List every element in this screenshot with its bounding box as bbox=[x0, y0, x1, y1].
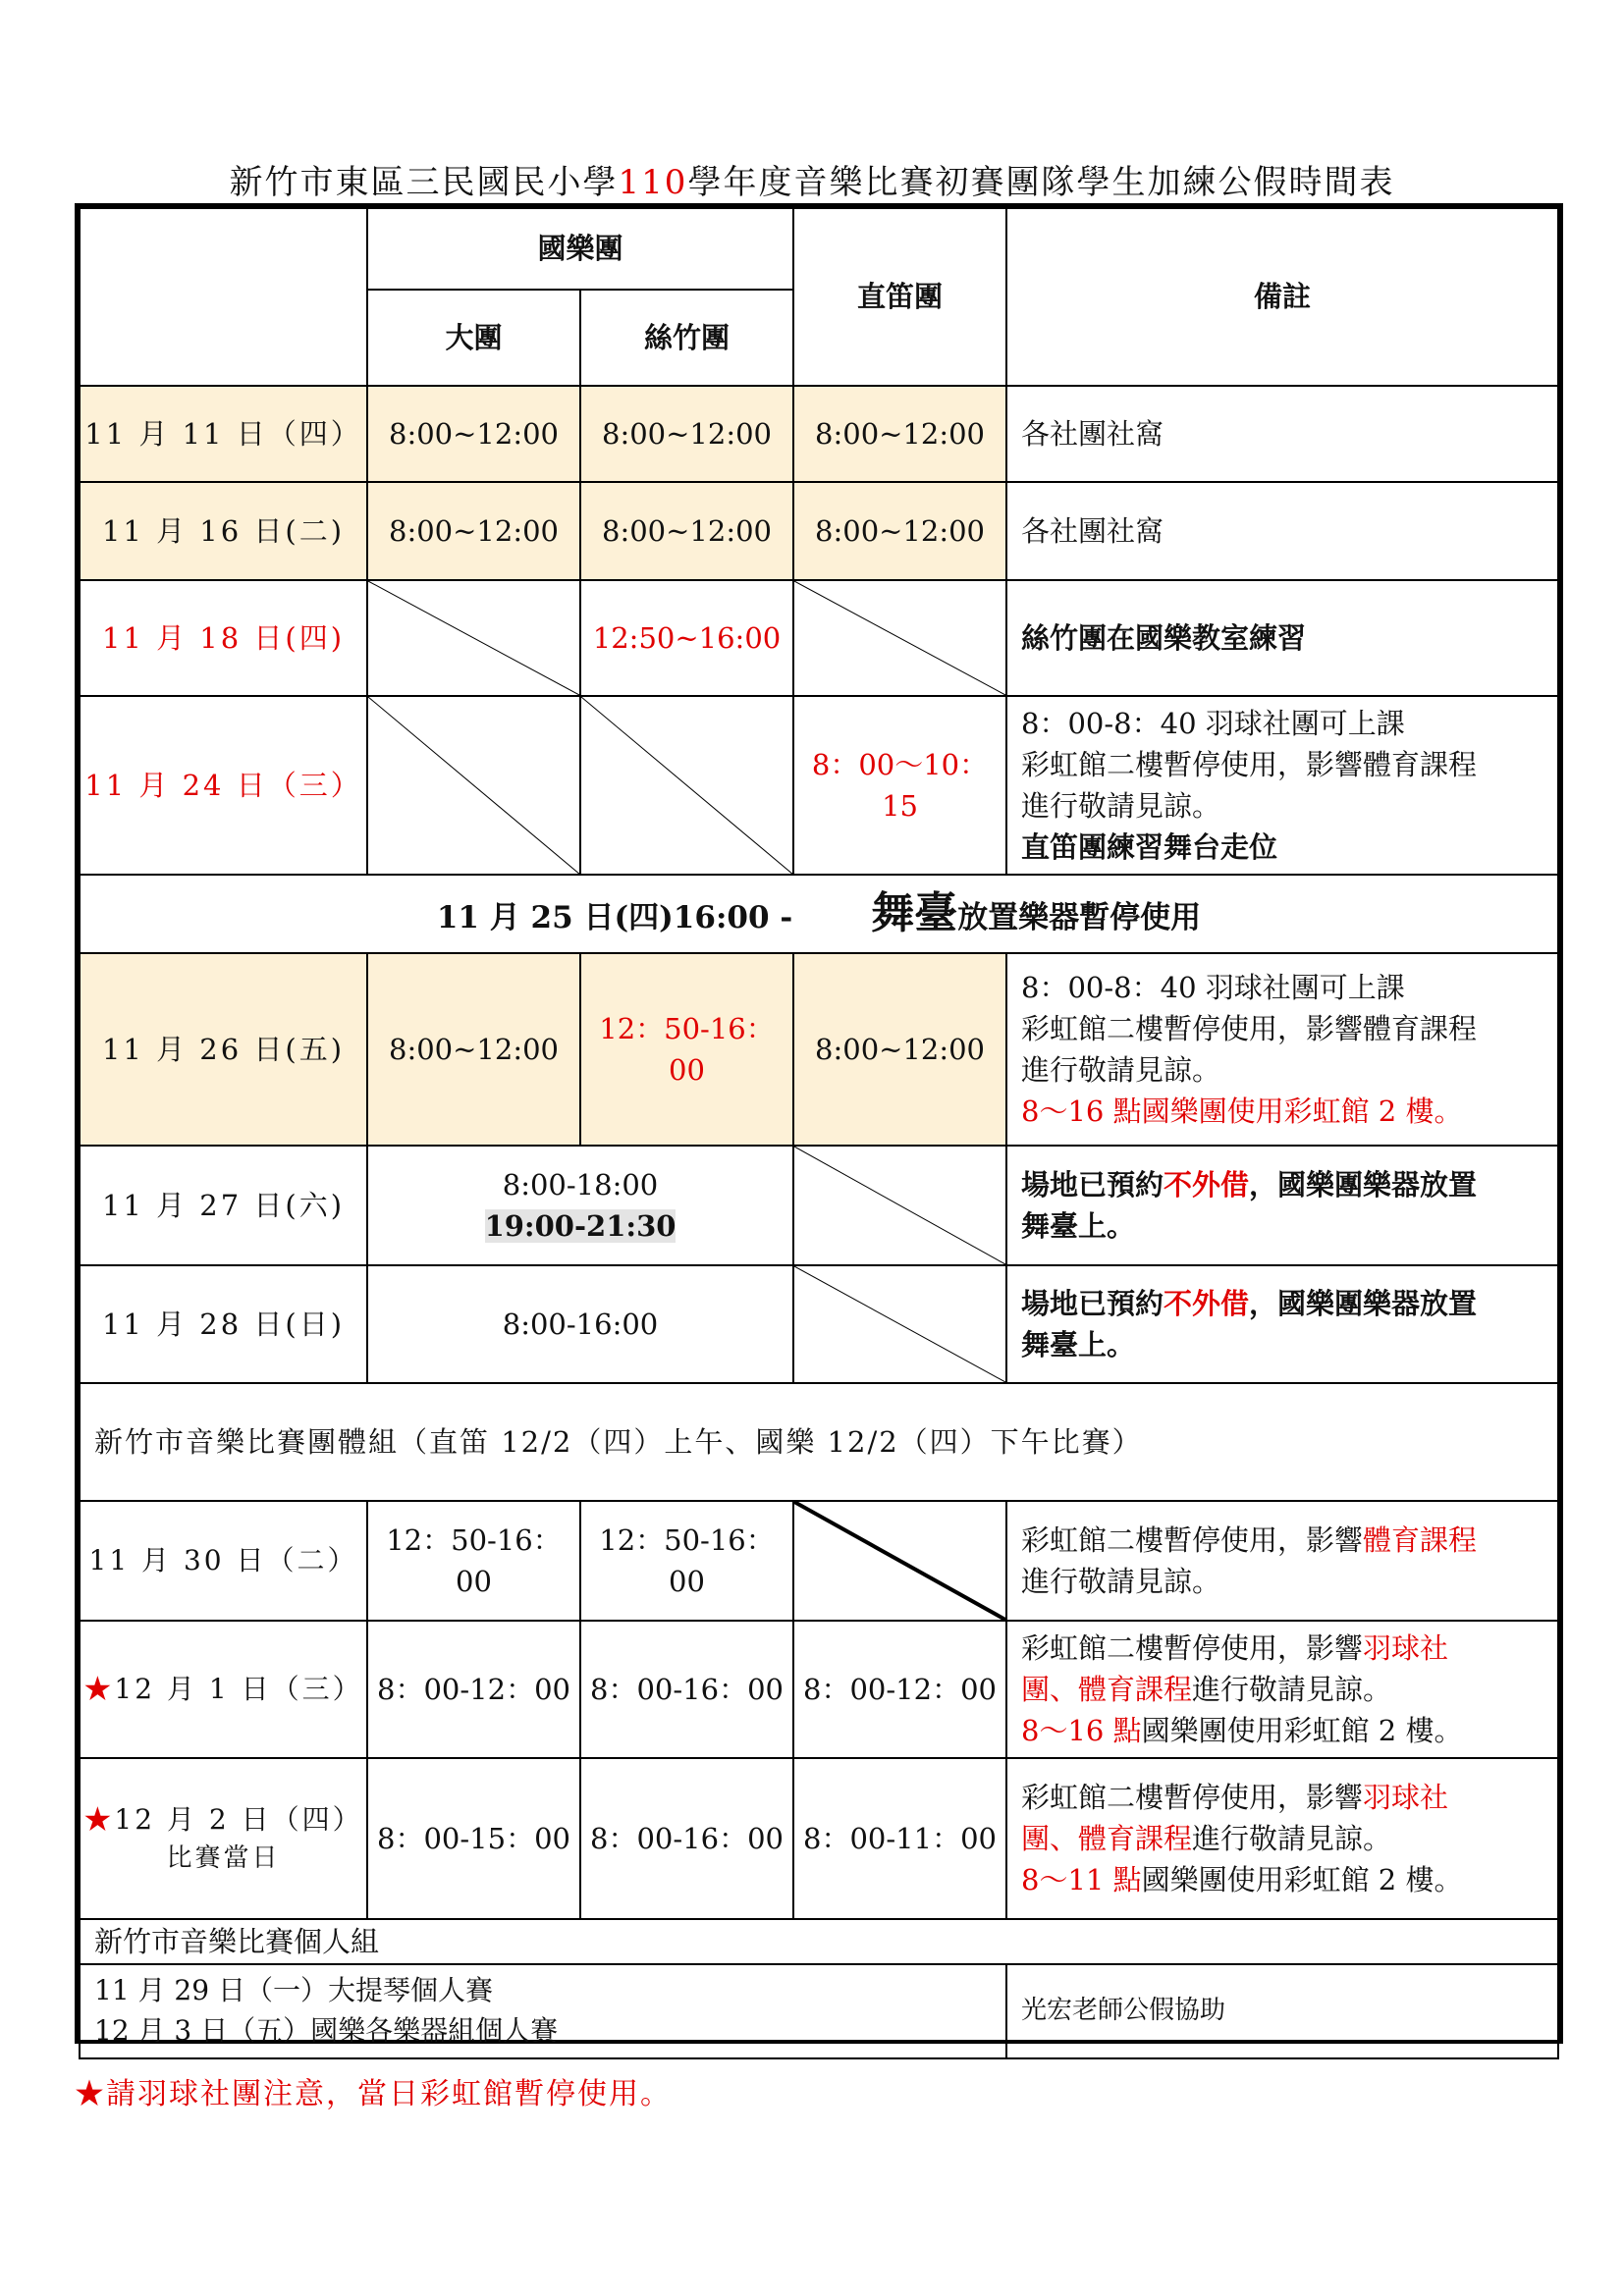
remark-cell bbox=[1006, 1758, 1558, 1919]
event-line: 12 月 3 日（五）國樂各樂器組個人賽 bbox=[94, 2013, 559, 2047]
time-cell: 8:00~12:00 bbox=[793, 953, 1006, 1146]
remark-cell bbox=[1006, 1621, 1558, 1758]
page-title bbox=[0, 155, 1624, 203]
remark-text: 國樂團使用彩虹館 2 樓。 bbox=[1141, 1714, 1463, 1748]
remark-text: 國樂團使用彩虹館 2 樓。 bbox=[1141, 1863, 1463, 1897]
remark-text: 進行敬請見諒。 bbox=[1192, 1673, 1392, 1707]
remark-cell: 絲竹團在國樂教室練習 bbox=[1006, 580, 1558, 696]
row-date: 11 月 26 日(五) bbox=[80, 953, 367, 1146]
row-date: 11 月 11 日（四） bbox=[80, 386, 367, 482]
empty-diagonal-cell bbox=[793, 580, 1006, 696]
banner-row bbox=[80, 875, 1558, 953]
remark-line: 進行敬請見諒。 bbox=[1021, 789, 1221, 824]
diagonal-line bbox=[794, 1147, 1005, 1264]
remark-red-text: 體育課程 bbox=[1363, 1523, 1478, 1558]
remark-line: 彩虹館二樓暫停使用，影響體育課程 bbox=[1021, 1012, 1478, 1046]
row-date-text: 12 月 1 日（三） bbox=[114, 1672, 363, 1705]
table-row bbox=[80, 1146, 1558, 1265]
row-date: 11 月 16 日(二) bbox=[80, 482, 367, 580]
banner-text: 11 月 25 日(四)16:00 - bbox=[436, 900, 793, 936]
time-cell: 8:00~12:00 bbox=[580, 482, 793, 580]
remark-cell: 光宏老師公假協助 bbox=[1006, 1964, 1558, 2057]
remark-line: 進行敬請見諒。 bbox=[1021, 1053, 1221, 1088]
diagonal-line bbox=[368, 697, 579, 874]
remark-red-text: 8～11 點 bbox=[1021, 1863, 1142, 1897]
remark-red-text: 團、體育課程 bbox=[1021, 1822, 1193, 1856]
remark-red-text: 不外借 bbox=[1164, 1287, 1250, 1321]
empty-diagonal-cell bbox=[367, 696, 580, 875]
footnote bbox=[75, 2069, 672, 2112]
row-date: 11 月 27 日(六) bbox=[80, 1146, 367, 1265]
remark-text: ，國樂團樂器放置 bbox=[1249, 1287, 1478, 1321]
table-row bbox=[80, 482, 1558, 580]
time-cell: 8:00~12:00 bbox=[367, 482, 580, 580]
diagonal-line bbox=[581, 697, 792, 874]
stage-banner bbox=[80, 875, 1558, 953]
table-row bbox=[80, 1265, 1558, 1383]
header-empty bbox=[80, 208, 367, 386]
header-chinese-orchestra: 國樂團 bbox=[367, 208, 793, 290]
header-large-group: 大團 bbox=[367, 290, 580, 386]
title-text-2: 學年度音樂比賽初賽團隊學生加練公假時間表 bbox=[687, 163, 1395, 202]
banner-text-2: 放置樂器暫停使用 bbox=[957, 900, 1202, 936]
remark-line: 8～16 點國樂團使用彩虹館 2 樓。 bbox=[1021, 1095, 1463, 1129]
remark-text: 彩虹館二樓暫停使用，影響 bbox=[1021, 1523, 1364, 1558]
event-line: 11 月 29 日（一）大提琴個人賽 bbox=[94, 1974, 493, 2007]
empty-diagonal-cell bbox=[580, 696, 793, 875]
section-title-individual: 新竹市音樂比賽個人組 bbox=[80, 1919, 1558, 1964]
remark-text: 彩虹館二樓暫停使用，影響 bbox=[1021, 1781, 1364, 1815]
remark-red-text: 團、體育課程 bbox=[1021, 1673, 1193, 1707]
table-row bbox=[80, 696, 1558, 875]
table-row bbox=[80, 953, 1558, 1146]
remark-line: 8：00-8：40 羽球社團可上課 bbox=[1021, 707, 1405, 740]
time-cell: 8：00～10：15 bbox=[793, 696, 1006, 875]
banner-big-text: 舞臺 bbox=[871, 888, 958, 939]
remark-line: 直笛團練習舞台走位 bbox=[1021, 830, 1278, 865]
diagonal-line bbox=[794, 581, 1005, 695]
row-date bbox=[80, 1621, 367, 1758]
remark-text: 場地已預約 bbox=[1021, 1287, 1164, 1321]
row-date: 11 月 28 日(日) bbox=[80, 1265, 367, 1383]
star-icon: ★ bbox=[75, 2077, 106, 2111]
time-cell: 8：00-16：00 bbox=[580, 1758, 793, 1919]
row-date-subtext: 比賽當日 bbox=[166, 1842, 281, 1873]
remark-line: 舞臺上。 bbox=[1021, 1328, 1136, 1362]
remark-text: 進行敬請見諒。 bbox=[1192, 1822, 1392, 1856]
time-cell: 8：00-15：00 bbox=[367, 1758, 580, 1919]
table-row bbox=[80, 1758, 1558, 1919]
time-cell: 8：00-12：00 bbox=[793, 1621, 1006, 1758]
time-cell: 8:00~12:00 bbox=[367, 953, 580, 1146]
time-cell: 12:50~16:00 bbox=[580, 580, 793, 696]
time-cell: 8:00~12:00 bbox=[367, 386, 580, 482]
individual-events-cell bbox=[80, 1964, 1006, 2057]
time-cell: 8:00-16:00 bbox=[367, 1265, 793, 1383]
title-year: 110 bbox=[618, 163, 688, 202]
time-cell: 8:00~12:00 bbox=[793, 386, 1006, 482]
header-remarks: 備註 bbox=[1006, 208, 1558, 386]
row-date: 11 月 24 日（三） bbox=[80, 696, 367, 875]
empty-diagonal-cell bbox=[793, 1265, 1006, 1383]
section-row bbox=[80, 1383, 1558, 1501]
row-date bbox=[80, 1758, 367, 1919]
time-cell: 12：50-16：00 bbox=[367, 1501, 580, 1621]
time-line: 8:00-18:00 bbox=[502, 1168, 659, 1202]
remark-text: 場地已預約 bbox=[1021, 1168, 1164, 1202]
row-date-text: 12 月 2 日（四） bbox=[114, 1803, 363, 1837]
time-cell: 8：00-11：00 bbox=[793, 1758, 1006, 1919]
table-row bbox=[80, 386, 1558, 482]
header-silk-bamboo: 絲竹團 bbox=[580, 290, 793, 386]
section-row bbox=[80, 1919, 1558, 1964]
remark-cell bbox=[1006, 1501, 1558, 1621]
remark-red-text: 羽球社 bbox=[1363, 1631, 1449, 1666]
empty-diagonal-cell bbox=[793, 1146, 1006, 1265]
remark-text: 彩虹館二樓暫停使用，影響 bbox=[1021, 1631, 1364, 1666]
remark-line: 彩虹館二樓暫停使用，影響體育課程 bbox=[1021, 748, 1478, 782]
remark-cell bbox=[1006, 1146, 1558, 1265]
footnote-text: 請羽球社團注意，當日彩虹館暫停使用。 bbox=[106, 2077, 672, 2111]
time-cell bbox=[367, 1146, 793, 1265]
remark-line: 8：00-8：40 羽球社團可上課 bbox=[1021, 971, 1405, 1005]
empty-diagonal-cell bbox=[367, 580, 580, 696]
time-line-highlight: 19:00-21:30 bbox=[484, 1209, 677, 1244]
table-row bbox=[80, 1501, 1558, 1621]
schedule-table bbox=[75, 203, 1563, 2047]
time-cell: 8:00~12:00 bbox=[793, 482, 1006, 580]
diagonal-line bbox=[794, 1502, 1005, 1620]
time-cell: 12：50-16：00 bbox=[580, 953, 793, 1146]
star-icon: ★ bbox=[83, 1672, 115, 1705]
time-cell: 8：00-16：00 bbox=[580, 1621, 793, 1758]
remark-text: ，國樂團樂器放置 bbox=[1249, 1168, 1478, 1202]
section-title-group: 新竹市音樂比賽團體組（直笛 12/2（四）上午、國樂 12/2（四）下午比賽） bbox=[80, 1383, 1558, 1501]
time-cell: 8:00~12:00 bbox=[580, 386, 793, 482]
empty-diagonal-cell bbox=[793, 1501, 1006, 1621]
remark-line: 舞臺上。 bbox=[1021, 1209, 1136, 1244]
row-date: 11 月 30 日（二） bbox=[80, 1501, 367, 1621]
table-row bbox=[80, 1964, 1558, 2057]
remark-red-text: 羽球社 bbox=[1363, 1781, 1449, 1815]
row-date: 11 月 18 日(四) bbox=[80, 580, 367, 696]
diagonal-line bbox=[794, 1266, 1005, 1382]
table-row bbox=[80, 580, 1558, 696]
remark-cell bbox=[1006, 696, 1558, 875]
time-cell: 8：00-12：00 bbox=[367, 1621, 580, 1758]
remark-line: 進行敬請見諒。 bbox=[1021, 1565, 1221, 1599]
remark-cell: 各社團社窩 bbox=[1006, 482, 1558, 580]
table-row bbox=[80, 1621, 1558, 1758]
remark-red-text: 8～16 點 bbox=[1021, 1714, 1142, 1748]
remark-cell bbox=[1006, 953, 1558, 1146]
diagonal-line bbox=[368, 581, 579, 695]
header-recorder: 直笛團 bbox=[793, 208, 1006, 386]
remark-cell bbox=[1006, 1265, 1558, 1383]
star-icon: ★ bbox=[83, 1803, 115, 1837]
time-cell: 12：50-16：00 bbox=[580, 1501, 793, 1621]
title-text: 新竹市東區三民國民小學 bbox=[229, 163, 619, 202]
remark-red-text: 不外借 bbox=[1164, 1168, 1250, 1202]
remark-cell: 各社團社窩 bbox=[1006, 386, 1558, 482]
